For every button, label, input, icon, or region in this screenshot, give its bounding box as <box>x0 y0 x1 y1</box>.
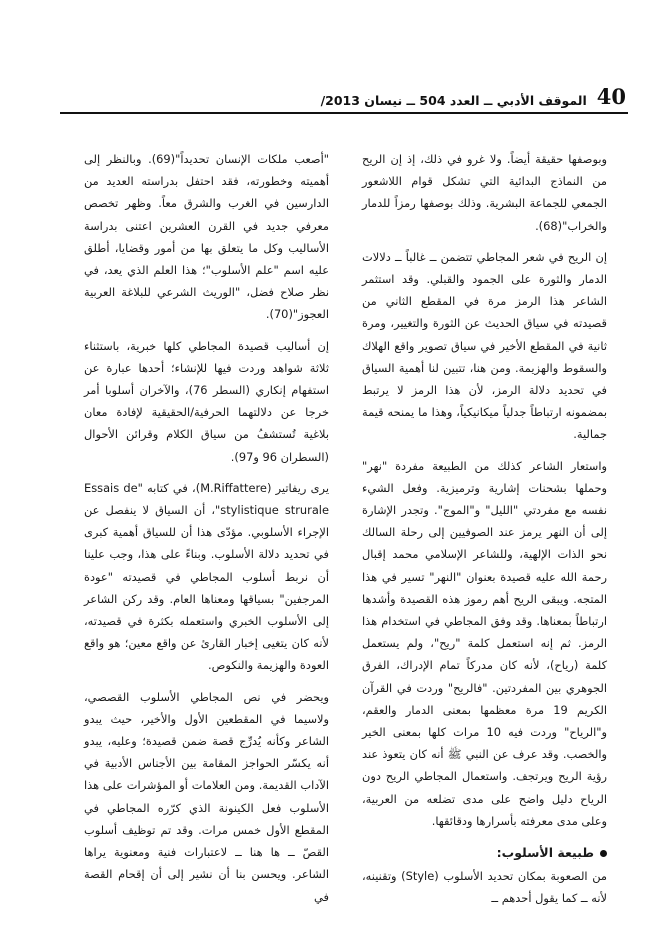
section-heading-text: طبيعة الأسلوب: <box>496 845 594 861</box>
paragraph: واستعار الشاعر كذلك من الطبيعة مفردة "نهر" وحملها بشحنات إشارية وترميزية. وفعل الشيء نفسه مع مفردتي "الليل" و"الموج". وتجدر الإشارة إلى أن النهر يرمز عند الصوفيين إلى رحلة السالك نحو الذات الإلهية، وللشاعر الإسلامي محمد إقبال رحمة الله عليه قصيدة بعنوان "النهر" تسير في هذا المتجه. ويبقى الريح أهم رموز هذه القصيدة وأشدها ارتباطاً بمعناها. وقد وفق المجاطي في استخدام هذا الرمز. ثم إنه استعمل كلمة "ريح"، ولم يستعمل كلمة (رياح)، لأنه كان مدركاً تمام الإدراك، الفرق الجوهري بين المفردتين. "فالريح" وردت في القرآن الكريم 19 مرة معظمها بمعنى الدمار والعقم، و"الرياح" وردت فيه 10 مرات كلها بمعنى الخير والخصب. وقد عرف عن النبي ﷺ أنه كان يتعوذ عند رؤية الريح ويرتجف. واستعمال المجاطي الريح دون الرياح دليل واضح على مدى تضلعه من العربية، وعلى مدى معرفته بأسرارها ودقائقها. <box>362 458 607 828</box>
paragraph: من الصعوبة بمكان تحديد الأسلوب (Style) وتقنينه، لأنه ــ كما يقول أحدهم ــ <box>362 869 607 906</box>
magazine-issue-title: الموقف الأدبي ــ العدد 504 ــ نيسان 2013/ <box>320 93 587 108</box>
paragraph: ويحضر في نص المجاطي الأسلوب القصصي، ولاسيما في المقطعين الأول والأخير، حيث يبدو الشاعر وكأنه يُدرِّج قصة ضمن قصيدة؛ وعليه، يبدو أنه يكسّر الحواجز المقامة بين الأجناس الأدبية في الآداب القديمة. ومن العلامات أو المؤشرات على هذا الأسلوب فعل الكينونة الذي كرّره المجاطي في المقطع الأول خمس مرات. وقد تم توظيف أسلوب القصّ ــ ها هنا ــ لاعتبارات فنية ومعنوية يراها الشاعر. ويحسن بنا أن نشير إلى أن إقحام القصة في <box>84 689 329 904</box>
paragraph: إن أساليب قصيدة المجاطي كلها خبرية، باستثناء ثلاثة شواهد وردت فيها للإنشاء؛ أحدها عبارة عن استفهام إنكاري (السطر 76)، والآخران أسلوبا أمر خرجا عن دلالتهما الحرفية/الحقيقية لإفادة معان بلاغية تُستشفُ من سياق الكلام وقرائن الأحوال (السطران 96 و97). <box>84 338 329 464</box>
paragraph: "أصعب ملكات الإنسان تحديداً"(69). وبالنظر إلى أهميته وخطورته، فقد احتفل بدراسته العديد من الدارسين في الغرب والشرق معاً. وظهر تخصص معرفي جديد في القرن العشرين اعتنى بدراسة الأساليب وكل ما يتعلق بها من أمور وقضايا، أطلق عليه اسم "علم الأسلوب"؛ هذا العلم الذي يعد، في نظر صلاح فضل، "الوريث الشرعي للبلاغة العربية العجوز"(70). <box>84 152 329 322</box>
page-number: 40 <box>596 84 626 109</box>
right-column <box>362 148 607 919</box>
paragraph: يرى ريفاتير (M.Riffattere)، في كتابه "Essais de stylistique strurale"، أن السياق لا ينفصل عن الإجراء الأسلوبي. مؤدّى هذا أن للسياق أهمية كبرى في تحديد دلالة الأسلوب. وبناءً على هذا، وجب علينا أن نربط أسلوب المجاطي في قصيدته "عودة المرجفين" بسياقها ومعناها العام. وقد ركن الشاعر إلى الأسلوب الخبري واستعمله بكثرة في قصيدته، لأنه كان يتغيى إخبار القارئ عن واقع معين؛ هو واقع العودة والهزيمة والنكوص. <box>84 480 329 673</box>
page-header <box>320 84 626 109</box>
paragraph: إن الريح في شعر المجاطي تتضمن ــ غالباً ــ دلالات الدمار والثورة على الجمود والقبلي. وقد استثمر الشاعر هذا الرمز مرة في المقطع الثاني من قصيدته في سياق الحديث عن الثورة والتغيير، ومرة ثانية في المقطع الأخير في سياق تصوير واقع الهلاك والسقوط والهزيمة. ومن هنا، تتبين لنا أهمية السياق في تحديد دلالة الرمز، لأن هذا الرمز لا يرتبط بمضمونه ارتباطاً جدلياً ميكانيكياً، وهذا ما يمنحه قيمة جمالية. <box>362 249 607 442</box>
section-heading <box>362 841 607 865</box>
left-column <box>84 148 329 917</box>
paragraph: وبوصفها حقيقة أيضاً. ولا غرو في ذلك، إذ إن الريح من النماذج البدائية التي تشكل قوام اللاشعور الجمعي للجماعة البشرية. وذلك بوصفها رمزاً للدمار والخراب"(68). <box>362 152 607 233</box>
header-rule <box>60 112 628 114</box>
bullet-icon <box>600 850 607 857</box>
